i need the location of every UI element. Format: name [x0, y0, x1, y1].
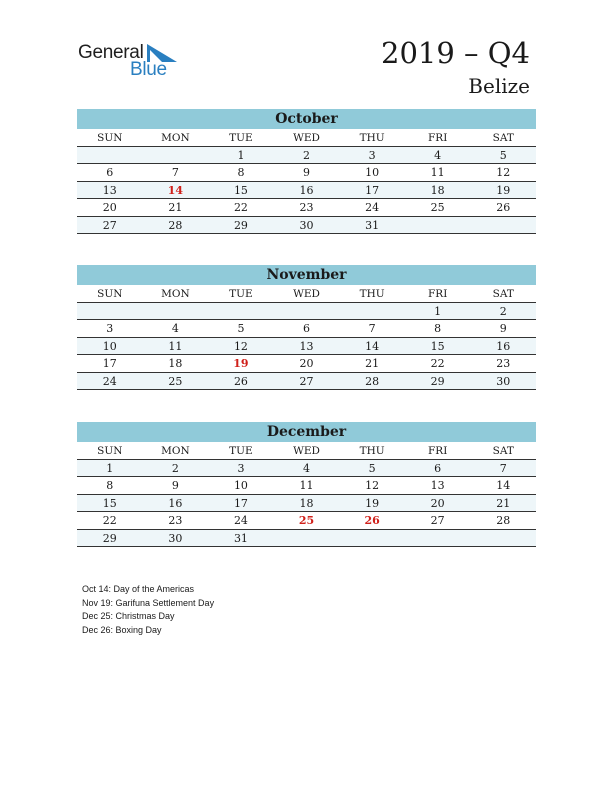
- day-cell: 22: [102, 514, 117, 528]
- week-row: [77, 460, 536, 477]
- empty-cell: [274, 303, 340, 319]
- weekday-label: SAT: [492, 288, 514, 300]
- day-cell: 21: [168, 201, 183, 215]
- day-cell: 24: [102, 374, 117, 388]
- week-row: [77, 530, 536, 547]
- day-cell: 10: [102, 339, 117, 353]
- day-cell: 11: [430, 166, 445, 180]
- weekday-label: TUE: [229, 445, 253, 457]
- day-cell: 28: [168, 218, 183, 232]
- week-row: [77, 217, 536, 234]
- day-cell: 29: [233, 218, 248, 232]
- week-row: [77, 477, 536, 494]
- day-cell: 13: [299, 339, 314, 353]
- weekday-label: THU: [359, 132, 385, 144]
- day-cell: 14: [365, 339, 380, 353]
- day-cell: 6: [303, 322, 311, 336]
- day-cell: 18: [299, 496, 314, 510]
- day-cell: 2: [303, 149, 311, 162]
- day-cell: 20: [102, 201, 117, 215]
- weekday-label: FRI: [428, 445, 448, 457]
- day-cell: 21: [365, 357, 380, 371]
- weekday-label: TUE: [229, 288, 253, 300]
- empty-cell: [208, 303, 274, 319]
- day-cell: 30: [168, 531, 183, 545]
- day-cell: 18: [430, 183, 445, 197]
- holiday-note: Dec 26: Boxing Day: [82, 624, 162, 635]
- weekday-label: MON: [161, 132, 190, 144]
- day-cell: 10: [233, 479, 248, 493]
- day-cell: 13: [430, 479, 445, 493]
- day-cell: 17: [233, 496, 248, 510]
- day-cell: 10: [365, 166, 380, 180]
- weekday-label: WED: [293, 445, 320, 457]
- weekday-label: SUN: [97, 445, 123, 457]
- day-cell: 6: [434, 462, 442, 475]
- month-november: [77, 265, 536, 390]
- day-cell: 9: [171, 479, 179, 493]
- weekday-label: SUN: [97, 288, 123, 300]
- weekday-label: MON: [161, 288, 190, 300]
- week-row: [77, 495, 536, 512]
- day-cell: 6: [106, 166, 114, 180]
- empty-cell: [470, 217, 536, 233]
- week-row: [77, 320, 536, 337]
- weekday-label: SAT: [492, 132, 514, 144]
- empty-cell: [143, 303, 209, 319]
- day-cell: 26: [496, 201, 511, 215]
- day-cell: 31: [365, 218, 380, 232]
- day-cell: 3: [237, 462, 245, 475]
- week-row: [77, 512, 536, 529]
- week-row: [77, 199, 536, 216]
- weekday-label: MON: [161, 445, 190, 457]
- day-cell: 15: [102, 496, 117, 510]
- weekday-label: FRI: [428, 288, 448, 300]
- day-cell: 28: [496, 514, 511, 528]
- day-cell: 9: [303, 166, 311, 180]
- day-cell: 27: [430, 514, 445, 528]
- weekday-label: WED: [293, 132, 320, 144]
- holiday-date: 26: [364, 514, 380, 528]
- day-cell: 24: [365, 201, 380, 215]
- day-cell: 22: [430, 357, 445, 371]
- holiday-notes: [82, 583, 214, 637]
- month-header: November: [77, 265, 536, 285]
- weekday-label: WED: [293, 288, 320, 300]
- holiday-note: Oct 14: Day of the Americas: [82, 584, 195, 594]
- day-cell: 4: [303, 462, 311, 475]
- day-cell: 20: [430, 496, 445, 510]
- day-cell: 19: [496, 183, 511, 197]
- weekday-header-row: [77, 285, 536, 303]
- day-cell: 28: [365, 374, 380, 388]
- day-cell: 9: [499, 322, 507, 336]
- day-cell: 2: [171, 462, 179, 475]
- day-cell: 30: [496, 374, 511, 388]
- empty-cell: [405, 530, 471, 546]
- day-cell: 23: [299, 201, 314, 215]
- day-cell: 12: [365, 479, 380, 493]
- day-cell: 26: [233, 374, 248, 388]
- weekday-label: THU: [359, 288, 385, 300]
- day-cell: 15: [233, 183, 248, 197]
- day-cell: 5: [237, 322, 245, 336]
- day-cell: 11: [299, 479, 314, 493]
- day-cell: 8: [106, 479, 114, 493]
- week-row: [77, 164, 536, 181]
- empty-cell: [470, 530, 536, 546]
- day-cell: 7: [368, 322, 376, 336]
- day-cell: 25: [168, 374, 183, 388]
- day-cell: 1: [237, 149, 245, 162]
- holiday-note: Nov 19: Garifuna Settlement Day: [82, 597, 215, 608]
- weekday-label: THU: [359, 445, 385, 457]
- logo: [78, 40, 178, 80]
- day-cell: 7: [171, 166, 179, 180]
- day-cell: 4: [171, 322, 179, 336]
- day-cell: 18: [168, 357, 183, 371]
- day-cell: 1: [106, 462, 114, 475]
- day-cell: 22: [233, 201, 248, 215]
- day-cell: 12: [496, 166, 511, 180]
- weekday-label: SAT: [492, 445, 514, 457]
- weekday-header-row: [77, 129, 536, 147]
- day-cell: 31: [233, 531, 248, 545]
- holiday-note: Dec 25: Christmas Day: [82, 611, 175, 621]
- day-cell: 23: [168, 514, 183, 528]
- week-row: [77, 373, 536, 390]
- empty-cell: [77, 303, 143, 319]
- month-header: December: [77, 422, 536, 442]
- week-row: [77, 338, 536, 355]
- empty-cell: [339, 303, 405, 319]
- day-cell: 1: [434, 305, 442, 318]
- day-cell: 12: [233, 339, 248, 353]
- weekday-header-row: [77, 442, 536, 460]
- day-cell: 3: [368, 149, 376, 162]
- empty-cell: [143, 147, 209, 163]
- day-cell: 29: [430, 374, 445, 388]
- day-cell: 4: [434, 149, 442, 162]
- day-cell: 16: [299, 183, 314, 197]
- empty-cell: [77, 147, 143, 163]
- day-cell: 8: [434, 322, 442, 336]
- day-cell: 21: [496, 496, 511, 510]
- country-name: Belize: [468, 74, 530, 98]
- day-cell: 29: [102, 531, 117, 545]
- day-cell: 27: [102, 218, 117, 232]
- day-cell: 16: [496, 339, 511, 353]
- empty-cell: [274, 530, 340, 546]
- day-cell: 24: [233, 514, 248, 528]
- day-cell: 27: [299, 374, 314, 388]
- day-cell: 5: [499, 149, 507, 162]
- week-row: [77, 303, 536, 320]
- holiday-date: 14: [167, 183, 184, 197]
- day-cell: 16: [168, 496, 183, 510]
- day-cell: 20: [299, 357, 314, 371]
- day-cell: 17: [365, 183, 380, 197]
- month-october: [77, 109, 536, 234]
- month-header: October: [77, 109, 536, 129]
- empty-cell: [405, 217, 471, 233]
- day-cell: 15: [430, 339, 445, 353]
- day-cell: 13: [102, 183, 117, 197]
- week-row: [77, 355, 536, 372]
- day-cell: 8: [237, 166, 245, 180]
- day-cell: 23: [496, 357, 511, 371]
- weekday-label: FRI: [428, 132, 448, 144]
- day-cell: 17: [102, 357, 117, 371]
- weekday-label: TUE: [229, 132, 253, 144]
- logo-text-blue: Blue: [130, 59, 167, 80]
- day-cell: 25: [430, 201, 445, 215]
- day-cell: 2: [499, 305, 507, 318]
- week-row: [77, 182, 536, 199]
- empty-cell: [339, 530, 405, 546]
- day-cell: 7: [499, 462, 507, 475]
- weekday-label: SUN: [97, 132, 123, 144]
- week-row: [77, 147, 536, 164]
- logo-text-general: General: [78, 42, 144, 63]
- day-cell: 19: [365, 496, 380, 510]
- day-cell: 3: [106, 322, 114, 336]
- holiday-date: 19: [233, 357, 249, 371]
- holiday-date: 25: [298, 514, 315, 528]
- page-title: 2019 – Q4: [381, 36, 530, 70]
- day-cell: 14: [496, 479, 511, 493]
- day-cell: 5: [368, 462, 376, 475]
- day-cell: 30: [299, 218, 314, 232]
- month-december: [77, 422, 536, 547]
- day-cell: 11: [168, 339, 183, 353]
